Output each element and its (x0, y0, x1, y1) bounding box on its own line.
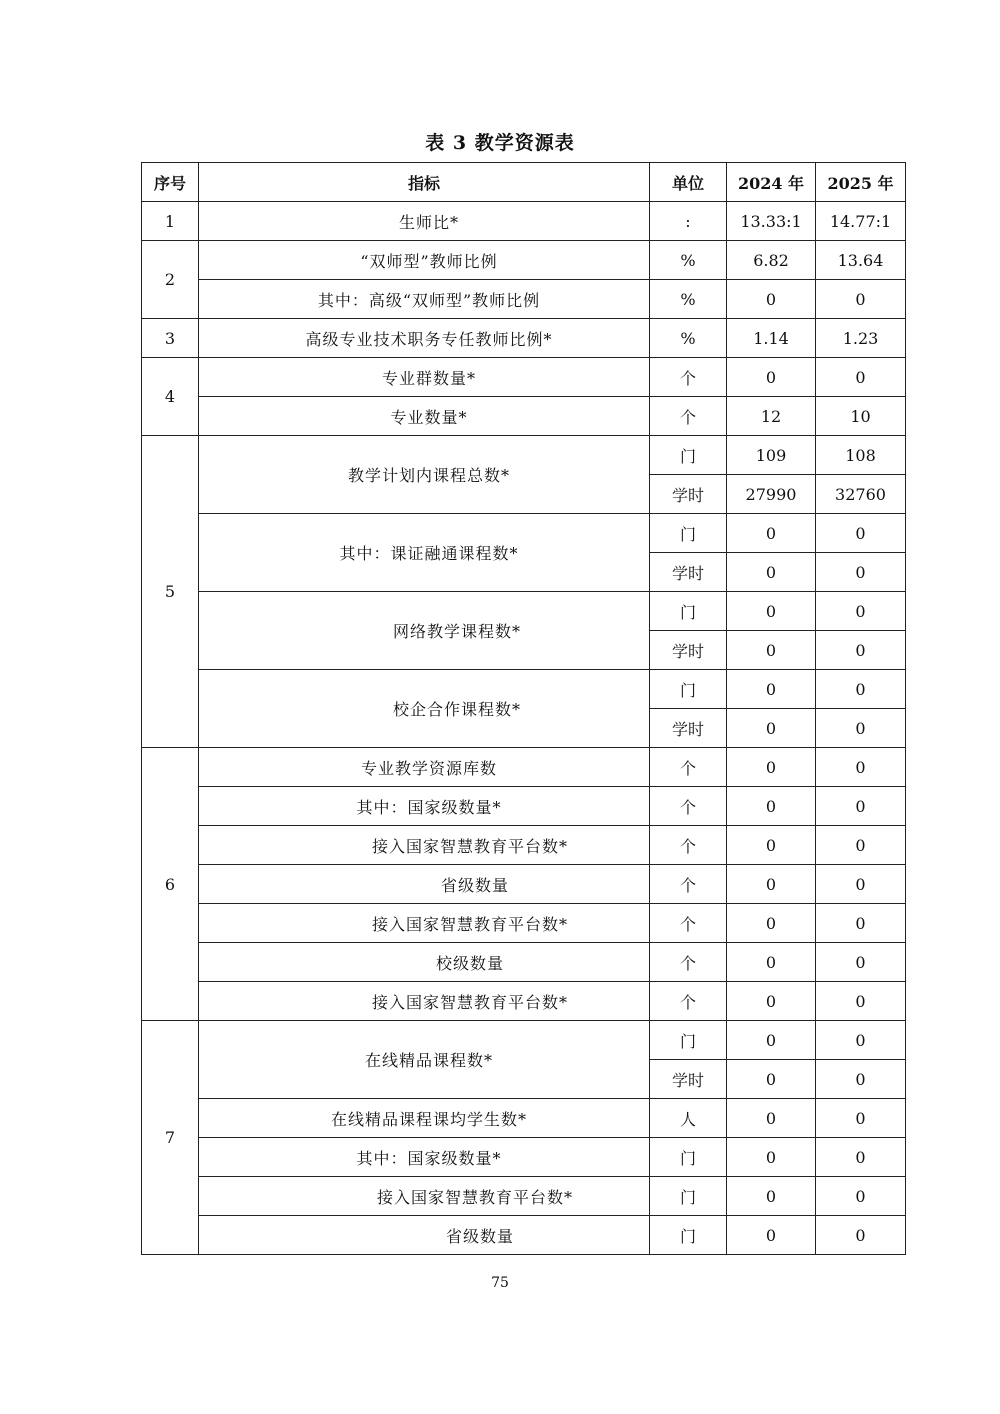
unit-cell: 学时 (650, 475, 727, 514)
unit-cell: % (650, 280, 727, 319)
table-row (142, 397, 906, 436)
value-2025-cell: 32760 (816, 475, 906, 514)
indicator-cell: 在线精品课程课均学生数* (199, 1099, 650, 1138)
seq-cell: 5 (142, 436, 199, 748)
indicator-cell: 省级数量 (199, 1216, 650, 1255)
indicator-cell: 其中：国家级数量* (199, 1138, 650, 1177)
indicator-cell: 其中：高级“双师型”教师比例 (199, 280, 650, 319)
table-row (142, 982, 906, 1021)
indicator-cell: 网络教学课程数* (199, 592, 650, 670)
value-2025-cell: 0 (816, 514, 906, 553)
indicator-cell: 专业群数量* (199, 358, 650, 397)
table-row (142, 865, 906, 904)
indicator-cell: 生师比* (199, 202, 650, 241)
unit-cell: 个 (650, 748, 727, 787)
unit-cell: 学时 (650, 1060, 727, 1099)
unit-cell: 个 (650, 865, 727, 904)
indicator-cell: 省级数量 (199, 865, 650, 904)
seq-cell: 1 (142, 202, 199, 241)
indicator-cell: 校企合作课程数* (199, 670, 650, 748)
table-row (142, 1138, 906, 1177)
value-2024-cell: 0 (727, 904, 816, 943)
value-2025-cell: 0 (816, 1216, 906, 1255)
unit-cell: 人 (650, 1099, 727, 1138)
value-2025-cell: 0 (816, 709, 906, 748)
value-2024-cell: 0 (727, 709, 816, 748)
value-2025-cell: 0 (816, 1138, 906, 1177)
indicator-cell: 校级数量 (199, 943, 650, 982)
indicator-cell: 其中：国家级数量* (199, 787, 650, 826)
value-2025-cell: 14.77:1 (816, 202, 906, 241)
value-2024-cell: 0 (727, 982, 816, 1021)
seq-cell: 7 (142, 1021, 199, 1255)
unit-cell: 个 (650, 982, 727, 1021)
value-2024-cell: 0 (727, 1060, 816, 1099)
table-row (142, 319, 906, 358)
unit-cell: 个 (650, 904, 727, 943)
page-number: 75 (491, 1275, 509, 1291)
indicator-cell: 专业数量* (199, 397, 650, 436)
value-2024-cell: 0 (727, 865, 816, 904)
indicator-cell: 在线精品课程数* (199, 1021, 650, 1099)
value-2024-cell: 0 (727, 826, 816, 865)
value-2025-cell: 13.64 (816, 241, 906, 280)
unit-cell: 个 (650, 787, 727, 826)
table-row (142, 202, 906, 241)
table-row (142, 904, 906, 943)
value-2025-cell: 0 (816, 553, 906, 592)
table-title: 表 3 教学资源表 (425, 132, 575, 154)
value-2024-cell: 0 (727, 514, 816, 553)
value-2024-cell: 0 (727, 592, 816, 631)
header-seq: 序号 (142, 163, 199, 202)
unit-cell: 门 (650, 1138, 727, 1177)
value-2024-cell: 0 (727, 1177, 816, 1216)
unit-cell: 学时 (650, 709, 727, 748)
unit-cell: : (650, 202, 727, 241)
value-2025-cell: 0 (816, 1099, 906, 1138)
indicator-cell: 接入国家智慧教育平台数* (199, 1177, 650, 1216)
value-2024-cell: 0 (727, 748, 816, 787)
table-row (142, 1177, 906, 1216)
seq-cell: 2 (142, 241, 199, 319)
table-row (142, 280, 906, 319)
seq-cell: 3 (142, 319, 199, 358)
table-row (142, 592, 906, 631)
value-2024-cell: 0 (727, 553, 816, 592)
header-unit: 单位 (650, 163, 727, 202)
value-2025-cell: 0 (816, 280, 906, 319)
unit-cell: 个 (650, 826, 727, 865)
table-row (142, 748, 906, 787)
indicator-cell: 接入国家智慧教育平台数* (199, 826, 650, 865)
value-2025-cell: 0 (816, 1177, 906, 1216)
value-2025-cell: 108 (816, 436, 906, 475)
value-2025-cell: 0 (816, 748, 906, 787)
header-2024: 2024 年 (727, 163, 816, 202)
value-2025-cell: 0 (816, 358, 906, 397)
indicator-cell: 专业教学资源库数 (199, 748, 650, 787)
value-2025-cell: 0 (816, 826, 906, 865)
table-row (142, 1216, 906, 1255)
indicator-cell: 接入国家智慧教育平台数* (199, 904, 650, 943)
unit-cell: 个 (650, 943, 727, 982)
table-row (142, 670, 906, 709)
unit-cell: 个 (650, 397, 727, 436)
table-row (142, 1021, 906, 1060)
value-2024-cell: 0 (727, 631, 816, 670)
value-2025-cell: 0 (816, 1021, 906, 1060)
unit-cell: 门 (650, 1216, 727, 1255)
value-2024-cell: 12 (727, 397, 816, 436)
unit-cell: 门 (650, 1177, 727, 1216)
unit-cell: % (650, 241, 727, 280)
table-row (142, 1099, 906, 1138)
value-2024-cell: 6.82 (727, 241, 816, 280)
table-row (142, 787, 906, 826)
table-row (142, 436, 906, 475)
table-row (142, 241, 906, 280)
value-2024-cell: 0 (727, 1021, 816, 1060)
value-2024-cell: 0 (727, 787, 816, 826)
value-2025-cell: 0 (816, 1060, 906, 1099)
header-row (142, 163, 906, 202)
value-2024-cell: 0 (727, 670, 816, 709)
unit-cell: 门 (650, 1021, 727, 1060)
unit-cell: 门 (650, 514, 727, 553)
value-2025-cell: 0 (816, 982, 906, 1021)
value-2024-cell: 13.33:1 (727, 202, 816, 241)
unit-cell: 门 (650, 592, 727, 631)
value-2025-cell: 0 (816, 592, 906, 631)
value-2024-cell: 0 (727, 1099, 816, 1138)
indicator-cell: 教学计划内课程总数* (199, 436, 650, 514)
value-2025-cell: 0 (816, 865, 906, 904)
value-2025-cell: 0 (816, 904, 906, 943)
value-2024-cell: 27990 (727, 475, 816, 514)
value-2024-cell: 0 (727, 280, 816, 319)
seq-cell: 6 (142, 748, 199, 1021)
table-row (142, 514, 906, 553)
indicator-cell: “双师型”教师比例 (199, 241, 650, 280)
value-2025-cell: 0 (816, 787, 906, 826)
value-2024-cell: 0 (727, 1138, 816, 1177)
value-2024-cell: 0 (727, 943, 816, 982)
table-row (142, 943, 906, 982)
unit-cell: 个 (650, 358, 727, 397)
value-2025-cell: 0 (816, 631, 906, 670)
unit-cell: 学时 (650, 631, 727, 670)
table-row (142, 358, 906, 397)
value-2025-cell: 0 (816, 670, 906, 709)
value-2025-cell: 10 (816, 397, 906, 436)
unit-cell: % (650, 319, 727, 358)
header-2025: 2025 年 (816, 163, 906, 202)
seq-cell: 4 (142, 358, 199, 436)
value-2024-cell: 1.14 (727, 319, 816, 358)
unit-cell: 门 (650, 436, 727, 475)
unit-cell: 学时 (650, 553, 727, 592)
value-2024-cell: 0 (727, 358, 816, 397)
value-2024-cell: 0 (727, 1216, 816, 1255)
indicator-cell: 高级专业技术职务专任教师比例* (199, 319, 650, 358)
unit-cell: 门 (650, 670, 727, 709)
value-2024-cell: 109 (727, 436, 816, 475)
header-indicator: 指标 (199, 163, 650, 202)
teaching-resources-table (141, 162, 906, 1255)
value-2025-cell: 0 (816, 943, 906, 982)
table-row (142, 826, 906, 865)
value-2025-cell: 1.23 (816, 319, 906, 358)
indicator-cell: 接入国家智慧教育平台数* (199, 982, 650, 1021)
indicator-cell: 其中：课证融通课程数* (199, 514, 650, 592)
